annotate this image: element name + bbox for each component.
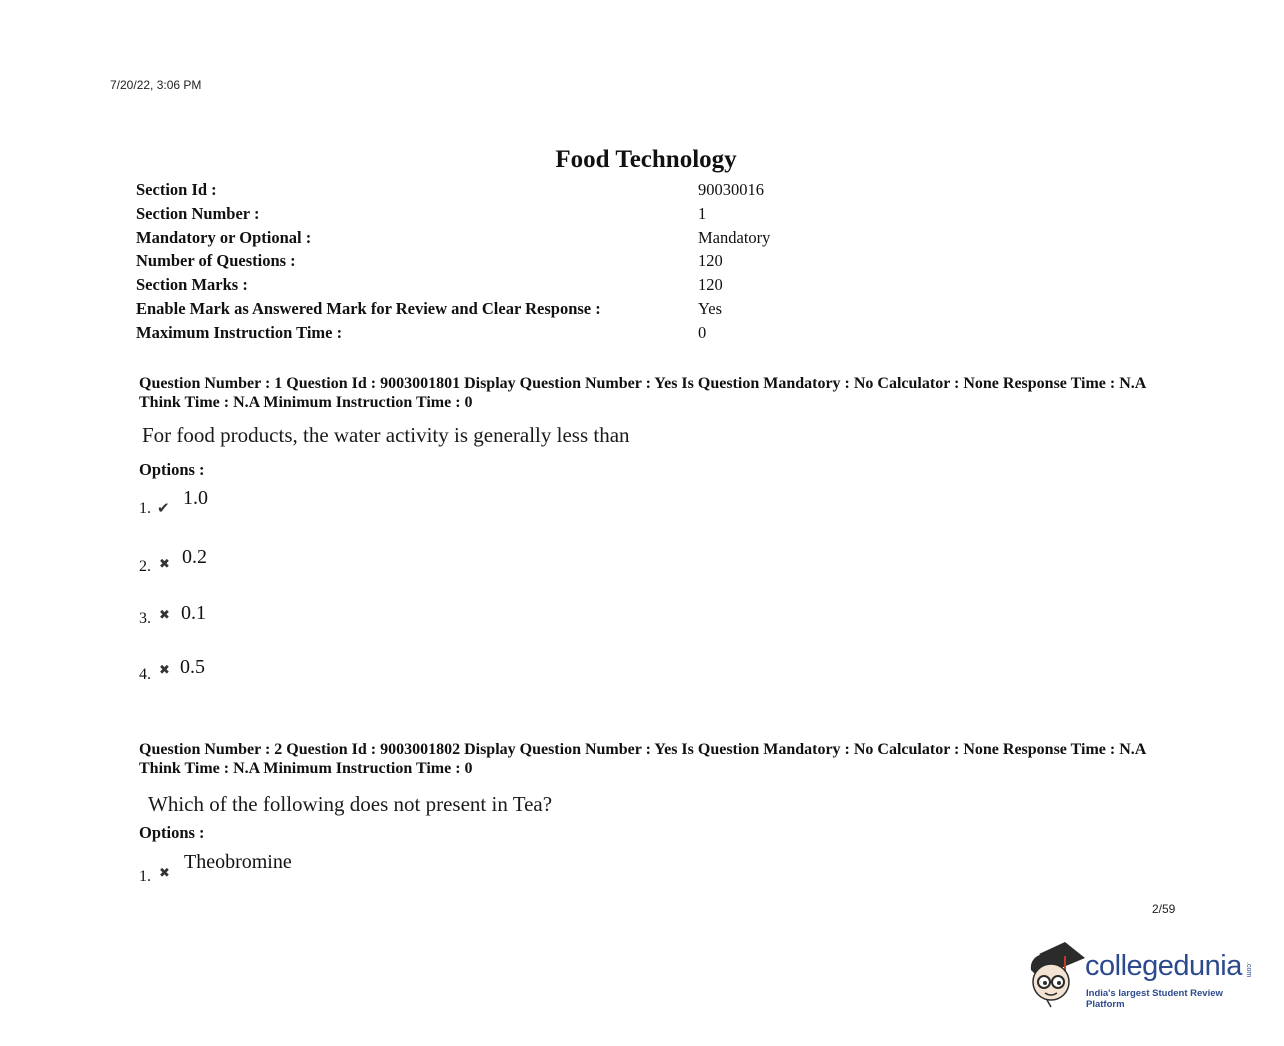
info-row-mandatory [136, 228, 836, 252]
info-label: Section Number : [136, 204, 260, 223]
info-row-question-count [136, 251, 836, 275]
info-label: Section Id : [136, 180, 217, 199]
option-number: 2. [139, 558, 151, 575]
info-value: Yes [698, 299, 723, 318]
question-2-options-heading: Options : [139, 823, 205, 842]
info-label: Mandatory or Optional : [136, 228, 312, 247]
section-title: Food Technology [555, 146, 737, 173]
collegedunia-logo [1025, 940, 1255, 1010]
question-1-options-heading: Options : [139, 460, 205, 479]
info-value: 0 [698, 323, 707, 342]
info-row-section-marks [136, 275, 836, 299]
wrong-cross-icon: ✖ [159, 557, 170, 572]
question-1-meta: Question Number : 1 Question Id : 9003001801 Display Question Number : Yes Is Question Mandatory : No Calculator : None Response Time : N.A Think Time : N.A Minimum Instruction Time : 0 [139, 375, 1146, 411]
correct-check-icon: ✔ [157, 499, 170, 517]
wrong-cross-icon: ✖ [159, 866, 170, 881]
option-number: 4. [139, 666, 151, 683]
logo-wordmark: collegedunia [1085, 950, 1242, 982]
option-text: 1.0 [183, 487, 208, 509]
info-value: Mandatory [698, 228, 771, 247]
info-value: 120 [698, 275, 723, 294]
info-row-instruction-time [136, 323, 836, 347]
info-value: 90030016 [698, 180, 764, 199]
option-text: 0.5 [180, 656, 205, 678]
wrong-cross-icon: ✖ [159, 608, 170, 623]
wrong-cross-icon: ✖ [159, 663, 170, 678]
info-row-section-id [136, 180, 836, 204]
page-number: 2/59 [1152, 902, 1176, 916]
option-number: 1. [139, 868, 151, 885]
print-timestamp: 7/20/22, 3:06 PM [110, 78, 202, 92]
question-1-text: For food products, the water activity is generally less than [142, 423, 630, 447]
info-label: Enable Mark as Answered Mark for Review and Clear Response : [136, 299, 601, 318]
logo-tagline: India's largest Student Review Platform [1086, 988, 1223, 1010]
info-label: Section Marks : [136, 275, 248, 294]
option-number: 3. [139, 610, 151, 627]
info-label: Maximum Instruction Time : [136, 323, 343, 342]
logo-domain-suffix: .com [1245, 962, 1252, 978]
question-2-meta: Question Number : 2 Question Id : 9003001802 Display Question Number : Yes Is Question Mandatory : No Calculator : None Response Time : N.A Think Time : N.A Minimum Instruction Time : 0 [139, 741, 1146, 777]
option-text: 0.1 [181, 602, 206, 624]
info-row-mark-review [136, 299, 836, 323]
option-text: 0.2 [182, 546, 207, 568]
option-text: Theobromine [184, 851, 292, 873]
option-number: 1. [139, 500, 151, 517]
mascot-icon [1025, 940, 1087, 1008]
info-value: 1 [698, 204, 707, 223]
info-value: 120 [698, 251, 723, 270]
info-row-section-number [136, 204, 836, 228]
question-2-text: Which of the following does not present in Tea? [148, 792, 553, 816]
info-label: Number of Questions : [136, 251, 296, 270]
